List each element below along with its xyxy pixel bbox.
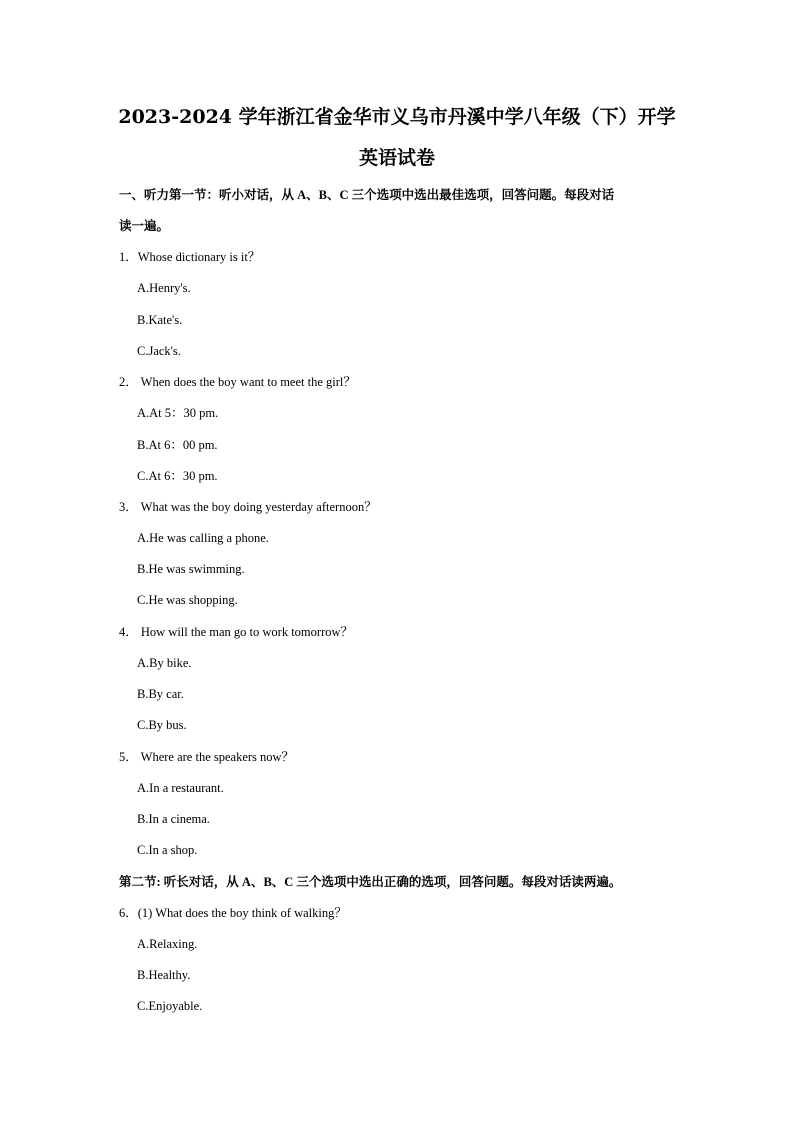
question-3-option-b: B.He was swimming. xyxy=(137,562,245,576)
question-1-option-a: A.Henry's. xyxy=(137,281,191,295)
question-4-option-a: A.By bike. xyxy=(137,656,192,670)
question-3-option-c: C.He was shopping. xyxy=(137,593,238,607)
question-1-option-c: C.Jack's. xyxy=(137,344,181,358)
question-6-stem: 6．(1) What does the boy think of walking？ xyxy=(119,906,347,920)
question-5-stem: 5． Where are the speakers now？ xyxy=(119,750,295,764)
question-2-stem: 2． When does the boy want to meet the girl？ xyxy=(119,375,356,389)
question-6-option-a: A.Relaxing. xyxy=(137,937,198,951)
question-5-option-c: C.In a shop. xyxy=(137,843,198,857)
question-2-option-b: B.At 6：00 pm. xyxy=(137,438,218,452)
question-5-option-a: A.In a restaurant. xyxy=(137,781,224,795)
question-4-option-c: C.By bus. xyxy=(137,718,187,732)
question-2-option-a: A.At 5：30 pm. xyxy=(137,406,219,420)
question-6-option-b: B.Healthy. xyxy=(137,968,191,982)
question-5-option-b: B.In a cinema. xyxy=(137,812,210,826)
question-4-option-b: B.By car. xyxy=(137,687,184,701)
section-2-heading: 第二节: 听长对话，从 A、B、C 三个选项中选出正确的选项，回答问题。每段对话读两遍。 xyxy=(119,875,622,889)
question-1-stem: 1．Whose dictionary is it？ xyxy=(119,250,261,264)
exam-title-line-1: 2023-2024 学年浙江省金华市义乌市丹溪中学八年级（下）开学 xyxy=(118,106,676,128)
question-3-option-a: A.He was calling a phone. xyxy=(137,531,269,545)
question-6-option-c: C.Enjoyable. xyxy=(137,999,203,1013)
question-3-stem: 3． What was the boy doing yesterday afternoon？ xyxy=(119,500,377,514)
question-2-option-c: C.At 6：30 pm. xyxy=(137,469,218,483)
exam-title-line-2: 英语试卷 xyxy=(358,147,435,169)
section-1-heading-line-2: 读一遍。 xyxy=(119,219,170,233)
question-4-stem: 4． How will the man go to work tomorrow？ xyxy=(119,625,354,639)
question-1-option-b: B.Kate's. xyxy=(137,313,183,327)
section-1-heading-line-1: 一、听力第一节：听小对话，从 A、B、C 三个选项中选出最佳选项，回答问题。每段对话 xyxy=(119,188,615,202)
